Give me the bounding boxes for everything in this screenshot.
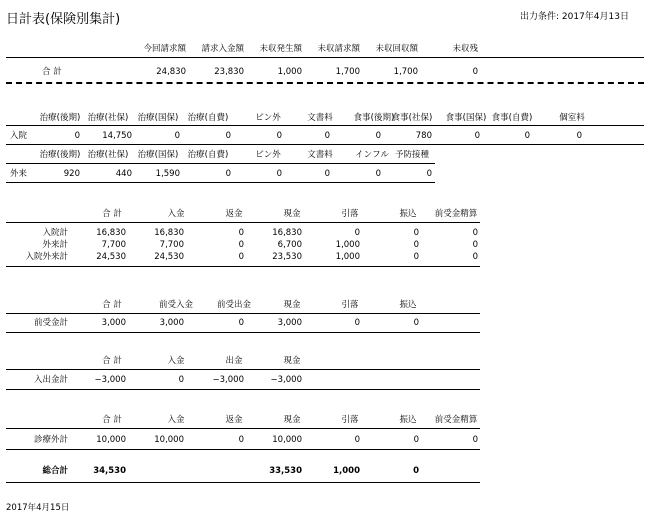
section1-cell: 0: [413, 240, 419, 250]
section1-cell: 24,530: [154, 252, 184, 262]
summary-header: 未収請求額: [317, 44, 360, 54]
section1-header: 返金: [225, 209, 243, 219]
section3-header: 入金: [167, 356, 185, 366]
inpatient-cell: 0: [375, 131, 381, 141]
section1-header: 合 計: [102, 209, 122, 219]
section1-cell: 16,830: [154, 228, 184, 238]
summary-header: 未収回収額: [375, 44, 418, 54]
summary-row-label: 合 計: [42, 67, 62, 77]
inpatient-cell: 0: [474, 131, 480, 141]
section3-rule: [6, 369, 480, 370]
section1-row-label: 外来計: [42, 240, 68, 250]
inpatient-cell: 0: [74, 131, 80, 141]
section3-bottom: [6, 389, 480, 390]
section1-row-label: 入院計: [42, 228, 68, 238]
section1-cell: 7,700: [101, 240, 126, 250]
outpatient-header: 治療(社保): [87, 150, 129, 160]
grand-total-cell: 1,000: [333, 466, 360, 476]
section1-cell: 0: [472, 228, 478, 238]
section1-cell: 16,830: [96, 228, 126, 238]
section4-cell: 10,000: [154, 435, 184, 445]
section2-rule: [6, 313, 480, 314]
section2-cell: 0: [354, 318, 360, 328]
inpatient-header: 食事(社保): [391, 113, 433, 123]
section4-cell: 10,000: [272, 435, 302, 445]
section1-cell: 0: [238, 228, 244, 238]
outpatient-cell: 920: [63, 169, 80, 179]
inpatient-header: 個室料: [559, 113, 585, 123]
summary-cell: 1,700: [335, 67, 360, 77]
section2-cell: 3,000: [277, 318, 302, 328]
summary-cell: 0: [472, 67, 478, 77]
section4-rule: [6, 428, 480, 429]
grand-total-label: 総合計: [42, 466, 68, 476]
outpatient-header: インフル: [355, 150, 389, 160]
section4-cell: 0: [238, 435, 244, 445]
outpatient-header: 治療(国保): [137, 150, 179, 160]
section4-header: 返金: [225, 415, 243, 425]
inpatient-cell: 0: [174, 131, 180, 141]
inpatient-header: 治療(後期): [39, 113, 81, 123]
section4-bottom: [6, 449, 480, 450]
summary-cell: 24,830: [156, 67, 186, 77]
outpatient-cell: 0: [276, 169, 282, 179]
section1-cell: 1,000: [335, 252, 360, 262]
inpatient-cell: 0: [524, 131, 530, 141]
grand-total-cell: 34,530: [93, 466, 126, 476]
section1-cell: 1,000: [335, 240, 360, 250]
inpatient-row-label: 入院: [10, 131, 28, 141]
section4-header: 振込: [399, 415, 417, 425]
inpatient-header: 食事(国保): [445, 113, 487, 123]
section4-header: 引落: [341, 415, 359, 425]
section1-cell: 23,530: [272, 252, 302, 262]
section3-cell: −3,000: [212, 375, 244, 385]
section1-cell: 0: [472, 252, 478, 262]
summary-cell: 1,000: [277, 67, 302, 77]
grand-total-cell: 33,530: [269, 466, 302, 476]
section1-header: 入金: [167, 209, 185, 219]
output-condition: 出力条件: 2017年4月13日: [520, 12, 629, 22]
section3-row-label: 入出金計: [33, 375, 68, 385]
inpatient-header: 食事(自費): [491, 113, 533, 123]
outpatient-rule: [6, 163, 435, 164]
outpatient-header: 予防接種: [394, 150, 429, 160]
inpatient-header: 食事(後期): [353, 113, 395, 123]
section2-header: 前受出金: [216, 300, 251, 310]
section2-header: 現金: [283, 300, 301, 310]
inpatient-header: 治療(自費): [187, 113, 229, 123]
inpatient-header: 治療(国保): [137, 113, 179, 123]
inpatient-bottom: [6, 144, 644, 145]
section2-cell: 0: [413, 318, 419, 328]
summary-header: 請求入金額: [201, 44, 244, 54]
section1-header: 引落: [341, 209, 359, 219]
summary-cell: 23,830: [214, 67, 244, 77]
section4-cell: 0: [472, 435, 478, 445]
section3-header: 現金: [283, 356, 301, 366]
section1-bottom: [6, 266, 480, 267]
section3-cell: −3,000: [270, 375, 302, 385]
inpatient-cell: 0: [576, 131, 582, 141]
section1-header: 現金: [283, 209, 301, 219]
section4-cell: 0: [354, 435, 360, 445]
section3-header: 出金: [225, 356, 243, 366]
section4-row-label: 診療外計: [33, 435, 68, 445]
inpatient-cell: 0: [225, 131, 231, 141]
section1-cell: 0: [413, 228, 419, 238]
section1-cell: 6,700: [277, 240, 302, 250]
section1-header: 前受金精算: [434, 209, 478, 219]
section4-cell: 0: [413, 435, 419, 445]
outpatient-cell: 0: [225, 169, 231, 179]
section2-cell: 3,000: [159, 318, 184, 328]
inpatient-header: 治療(社保): [87, 113, 129, 123]
summary-rule: [6, 57, 644, 58]
section1-cell: 24,530: [96, 252, 126, 262]
section2-header: 引落: [341, 300, 359, 310]
inpatient-cell: 0: [324, 131, 330, 141]
section2-header: 合 計: [102, 300, 122, 310]
section1-header: 振込: [399, 209, 417, 219]
section3-cell: −3,000: [94, 375, 126, 385]
section1-cell: 0: [238, 240, 244, 250]
summary-cell: 1,700: [393, 67, 418, 77]
outpatient-header: 文書料: [307, 150, 333, 160]
grand-total-rule: [6, 482, 480, 483]
summary-header: 今回請求額: [143, 44, 186, 54]
footer-date: 2017年4月15日: [6, 503, 70, 513]
section1-cell: 0: [413, 252, 419, 262]
inpatient-header: 文書料: [307, 113, 333, 123]
section4-cell: 10,000: [96, 435, 126, 445]
section4-header: 現金: [283, 415, 301, 425]
page-title: 日計表(保険別集計): [6, 12, 121, 27]
section1-cell: 7,700: [159, 240, 184, 250]
outpatient-bottom: [6, 182, 435, 183]
section4-header: 前受金精算: [434, 415, 478, 425]
section4-header: 合 計: [102, 415, 122, 425]
section3-header: 合 計: [102, 356, 122, 366]
outpatient-cell: 0: [324, 169, 330, 179]
section1-cell: 16,830: [272, 228, 302, 238]
section1-row-label: 入院外来計: [25, 252, 68, 262]
grand-total-cell: 0: [413, 466, 419, 476]
inpatient-header: ピン外: [255, 113, 281, 123]
section1-cell: 0: [354, 228, 360, 238]
outpatient-cell: 0: [375, 169, 381, 179]
section1-rule: [6, 222, 480, 223]
inpatient-cell: 780: [415, 131, 432, 141]
outpatient-header: 治療(後期): [39, 150, 81, 160]
section2-bottom: [6, 332, 480, 333]
section2-cell: 3,000: [101, 318, 126, 328]
inpatient-cell: 14,750: [102, 131, 132, 141]
summary-header: 未収発生額: [259, 44, 302, 54]
outpatient-header: ピン外: [255, 150, 281, 160]
section1-cell: 0: [472, 240, 478, 250]
section2-header: 振込: [399, 300, 417, 310]
summary-divider: [6, 82, 644, 84]
outpatient-header: 治療(自費): [187, 150, 229, 160]
section2-header: 前受入金: [158, 300, 193, 310]
inpatient-rule: [6, 125, 644, 126]
outpatient-cell: 1,590: [155, 169, 180, 179]
section2-cell: 0: [238, 318, 244, 328]
section1-cell: 0: [238, 252, 244, 262]
section3-cell: 0: [178, 375, 184, 385]
summary-header: 未収残: [452, 44, 478, 54]
outpatient-cell: 0: [426, 169, 432, 179]
inpatient-cell: 0: [276, 131, 282, 141]
section2-row-label: 前受金計: [33, 318, 68, 328]
outpatient-row-label: 外来: [10, 169, 28, 179]
outpatient-cell: 440: [115, 169, 132, 179]
section4-header: 入金: [167, 415, 185, 425]
